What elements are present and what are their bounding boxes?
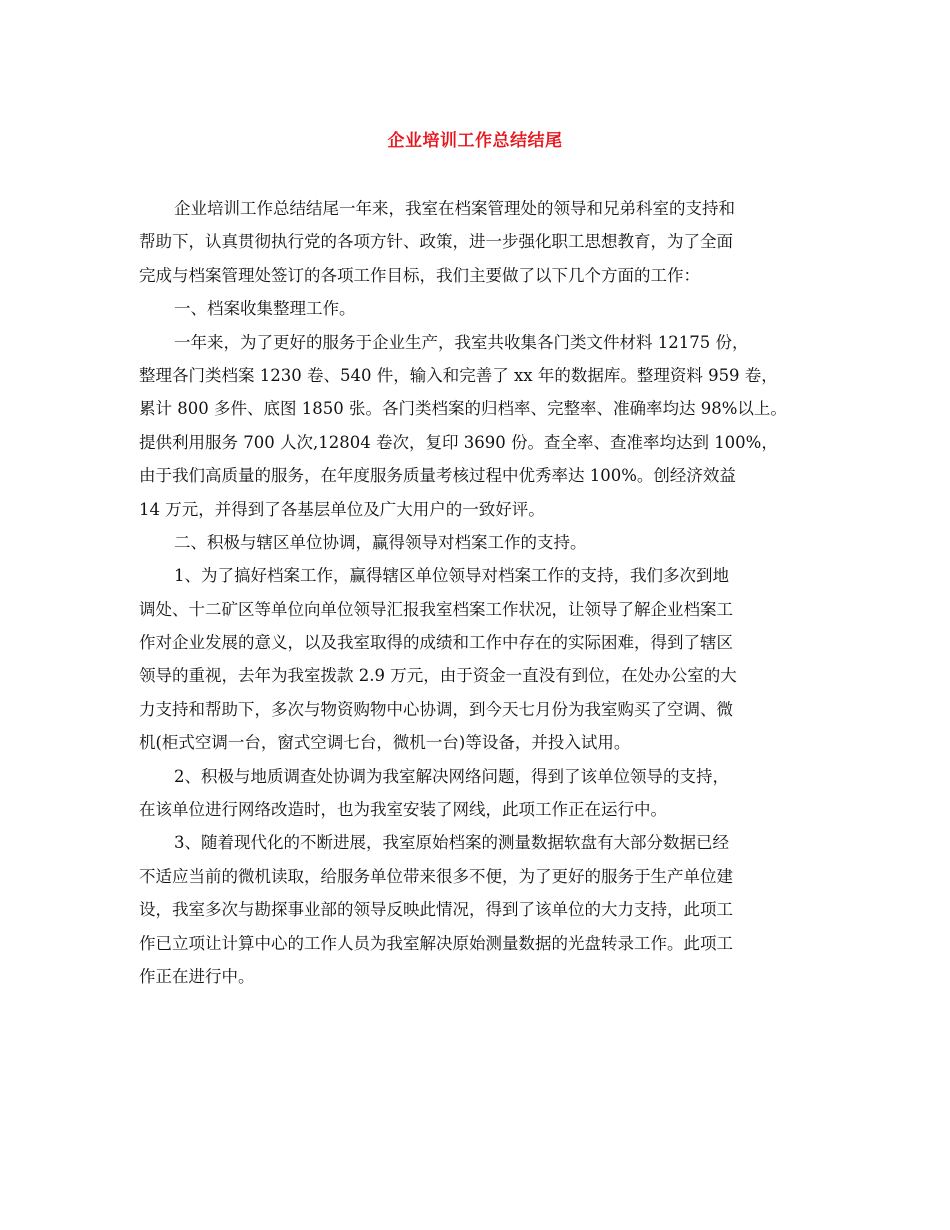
text-line: 整理各门类档案 1230 卷、540 件，输入和完善了 xx 年的数据库。整理资料 959 卷， [139, 365, 778, 385]
text-line: 完成与档案管理处签订的各项工作目标，我们主要做了以下几个方面的工作： [139, 265, 700, 285]
text-line: 1、为了搞好档案工作，赢得辖区单位领导对档案工作的支持，我们多次到地 [174, 566, 729, 586]
document-title: 企业培训工作总结结尾 [387, 131, 563, 151]
text-line: 作正在进行中。 [139, 966, 255, 986]
text-line: 提供利用服务 700 人次,12804 卷次，复印 3690 份。查全率、查准率均达到 100%， [139, 432, 778, 452]
text-line: 作已立项让计算中心的工作人员为我室解决原始测量数据的光盘转录工作。此项工 [139, 933, 733, 953]
text-line: 帮助下，认真贯彻执行党的各项方针、政策，进一步强化职工思想教育，为了全面 [139, 232, 733, 252]
document-body [139, 192, 829, 993]
text-line: 力支持和帮助下，多次与物资购物中心协调，到今天七月份为我室购买了空调、微 [139, 699, 733, 719]
text-line: 在该单位进行网络改造时，也为我室安装了网线，此项工作正在运行中。 [139, 800, 667, 820]
text-line: 14 万元，并得到了各基层单位及广大用户的一致好评。 [139, 499, 545, 519]
text-line: 作对企业发展的意义，以及我室取得的成绩和工作中存在的实际困难，得到了辖区 [139, 633, 733, 653]
text-line: 不适应当前的微机读取，给服务单位带来很多不便，为了更好的服务于生产单位建 [139, 866, 733, 886]
text-line: 累计 800 多件、底图 1850 张。各门类档案的归档率、完整率、准确率均达 98%以上。 [139, 399, 787, 419]
text-line: 调处、十二矿区等单位向单位领导汇报我室档案工作状况，让领导了解企业档案工 [139, 599, 733, 619]
text-line: 设，我室多次与勘探事业部的领导反映此情况，得到了该单位的大力支持，此项工 [139, 900, 733, 920]
text-line: 二、积极与辖区单位协调，赢得领导对档案工作的支持。 [174, 532, 587, 552]
text-line: 3、随着现代化的不断进展，我室原始档案的测量数据软盘有大部分数据已经 [174, 833, 729, 853]
text-line: 由于我们高质量的服务，在年度服务质量考核过程中优秀率达 100%。创经济效益 [139, 466, 736, 486]
text-line: 2、积极与地质调查处协调为我室解决网络问题，得到了该单位领导的支持， [174, 766, 729, 786]
text-line: 企业培训工作总结结尾一年来，我室在档案管理处的领导和兄弟科室的支持和 [174, 199, 735, 218]
text-line: 机(柜式空调一台，窗式空调七台，微机一台)等设备，并投入试用。 [139, 733, 631, 753]
text-line: 一、档案收集整理工作。 [174, 299, 356, 319]
text-line: 领导的重视，去年为我室拨款 2.9 万元，由于资金一直没有到位，在处办公室的大 [139, 666, 737, 686]
text-line: 一年来，为了更好的服务于企业生产，我室共收集各门类文件材料 12175 份， [174, 332, 749, 352]
